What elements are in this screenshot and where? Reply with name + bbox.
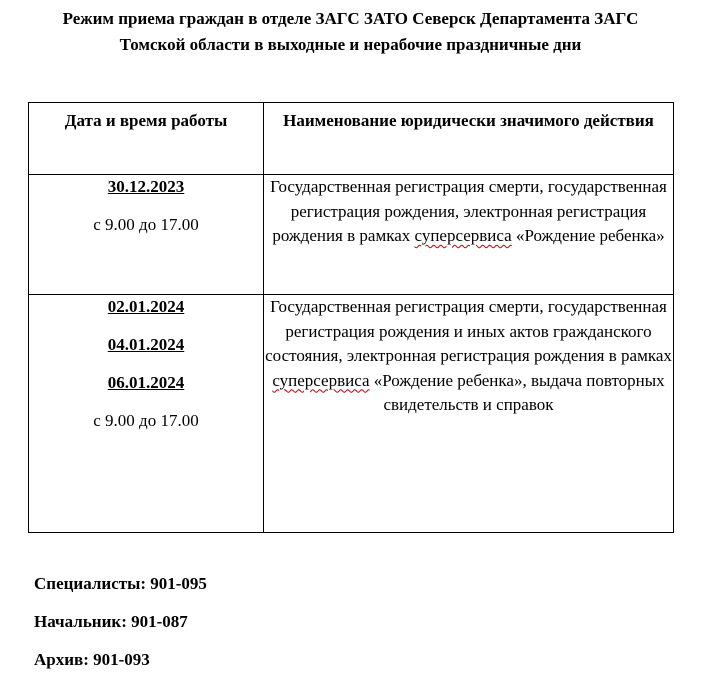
- action-text-spellcheck: суперсервиса: [414, 226, 512, 245]
- header-date-time: Дата и время работы: [29, 103, 264, 175]
- action-cell: [264, 295, 674, 533]
- contact-head: Начальник: 901-087: [34, 612, 188, 631]
- date-value: 02.01.2024: [107, 297, 185, 316]
- working-hours: с 9.00 до 17.00: [93, 411, 199, 430]
- action-text-end: «Рождение ребенка», выдача повторных свидетельств и справок: [369, 370, 665, 414]
- date-cell: [29, 175, 264, 295]
- action-text-end: «Рождение ребенка»: [511, 226, 665, 245]
- date-value: 30.12.2023: [107, 177, 185, 196]
- table-row: [29, 295, 674, 533]
- working-hours: с 9.00 до 17.00: [93, 215, 199, 234]
- date-value: 06.01.2024: [107, 373, 185, 392]
- table-row: [29, 175, 674, 295]
- title-line-2: Томской области в выходные и нерабочие праздничные дни: [119, 35, 582, 54]
- schedule-table: [28, 102, 674, 533]
- action-text: Государственная регистрация смерти, государственная регистрация рождения, электронная регистрация рождения в рамках: [270, 177, 667, 245]
- action-cell: [264, 175, 674, 295]
- title-line-1: Режим приема граждан в отделе ЗАГС ЗАТО Северск Департамента ЗАГС: [62, 9, 639, 28]
- date-value: 04.01.2024: [107, 335, 185, 354]
- contact-archive: Архив: 901-093: [34, 650, 150, 669]
- date-cell: [29, 295, 264, 533]
- contacts-block: [34, 572, 207, 686]
- action-text-spellcheck: суперсервиса: [272, 370, 370, 390]
- header-legal-action: Наименование юридически значимого действия: [264, 103, 674, 175]
- action-text: Государственная регистрация смерти, государственная регистрация рождения и иных актов гражданского состояния, электронная регистрация рождения в рамках: [265, 297, 672, 365]
- contact-specialists: Специалисты: 901-095: [34, 574, 207, 593]
- table-header-row: [29, 103, 674, 175]
- document-title: [0, 6, 701, 58]
